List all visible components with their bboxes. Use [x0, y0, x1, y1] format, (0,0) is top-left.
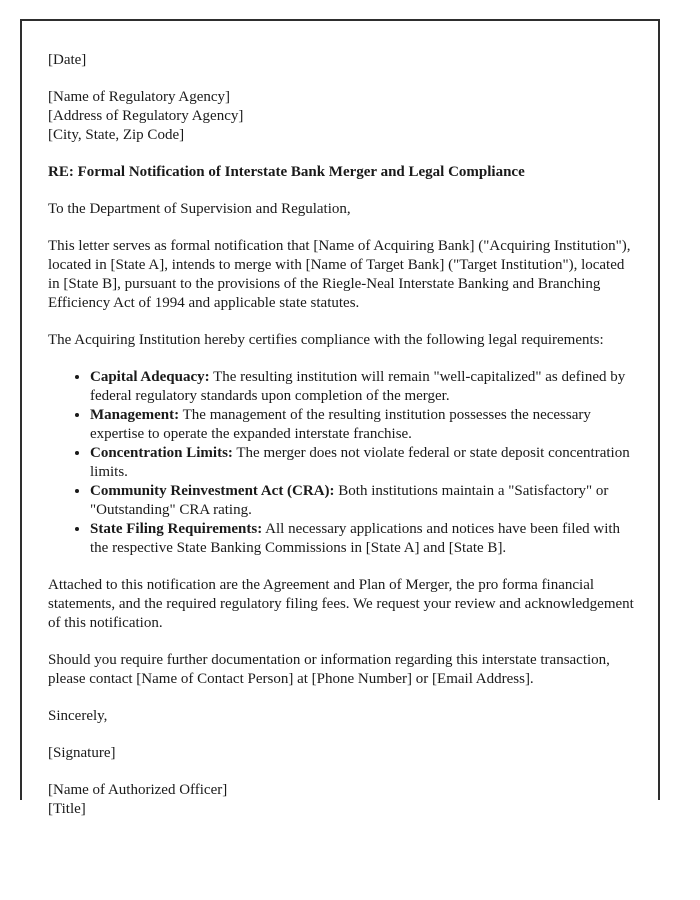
signature-placeholder: [Signature]	[48, 745, 116, 761]
letter-page	[20, 19, 660, 817]
bullet-label: Capital Adequacy:	[90, 369, 210, 385]
bullet-text: The management of the resulting institution possesses the necessary expertise to operate the expanded interstate franchise.	[90, 407, 591, 442]
officer-title-placeholder: [Title]	[48, 801, 86, 817]
valediction: Sincerely,	[48, 708, 108, 724]
bullet-text: Both institutions maintain a "Satisfactory" or "Outstanding" CRA rating.	[90, 483, 609, 518]
compliance-requirements-list	[48, 368, 634, 558]
contact-paragraph: Should you require further documentation or information regarding this interstate transaction, please contact [Name of Contact Person] at [Phone Number] or [Email Address].	[48, 652, 610, 687]
recipient-agency-name: [Name of Regulatory Agency]	[48, 89, 231, 105]
list-item-capital-adequacy	[90, 368, 634, 406]
salutation: To the Department of Supervision and Regulation,	[48, 201, 351, 217]
list-item-management	[90, 406, 634, 444]
date-line: [Date]	[48, 52, 87, 68]
bullet-text: The resulting institution will remain "well-capitalized" as defined by federal regulatory standards upon completion of the merger.	[90, 369, 626, 404]
list-item-state-filing	[90, 520, 634, 558]
bullet-label: Concentration Limits:	[90, 445, 233, 461]
certification-lead-paragraph: The Acquiring Institution hereby certifies compliance with the following legal requirements:	[48, 332, 604, 348]
letter-body	[22, 21, 658, 819]
bullet-text: The merger does not violate federal or state deposit concentration limits.	[90, 445, 630, 480]
attachments-paragraph: Attached to this notification are the Agreement and Plan of Merger, the pro forma financial statements, and the required regulatory filing fees. We request your review and acknowledgement of this notification.	[48, 577, 634, 631]
recipient-city-state-zip: [City, State, Zip Code]	[48, 127, 185, 143]
recipient-address-block	[48, 88, 634, 145]
signature-block	[48, 781, 634, 819]
recipient-agency-address: [Address of Regulatory Agency]	[48, 108, 244, 124]
officer-name-placeholder: [Name of Authorized Officer]	[48, 782, 228, 798]
list-item-concentration-limits	[90, 444, 634, 482]
subject-line: RE: Formal Notification of Interstate Bank Merger and Legal Compliance	[48, 164, 525, 180]
bullet-text: All necessary applications and notices have been filed with the respective State Banking Commissions in [State A] and [State B].	[90, 521, 621, 556]
list-item-cra	[90, 482, 634, 520]
bullet-label: Management:	[90, 407, 180, 423]
bullet-label: Community Reinvestment Act (CRA):	[90, 483, 335, 499]
intro-paragraph: This letter serves as formal notification that [Name of Acquiring Bank] ("Acquiring Institution"), located in [State A], intends to merge with [Name of Target Bank] ("Target Institution"), located in [State B], pursuant to the provisions of the Riegle-Neal Interstate Banking and Branching Efficiency Act of 1994 and applicable state statutes.	[48, 238, 631, 311]
bullet-label: State Filing Requirements:	[90, 521, 263, 537]
